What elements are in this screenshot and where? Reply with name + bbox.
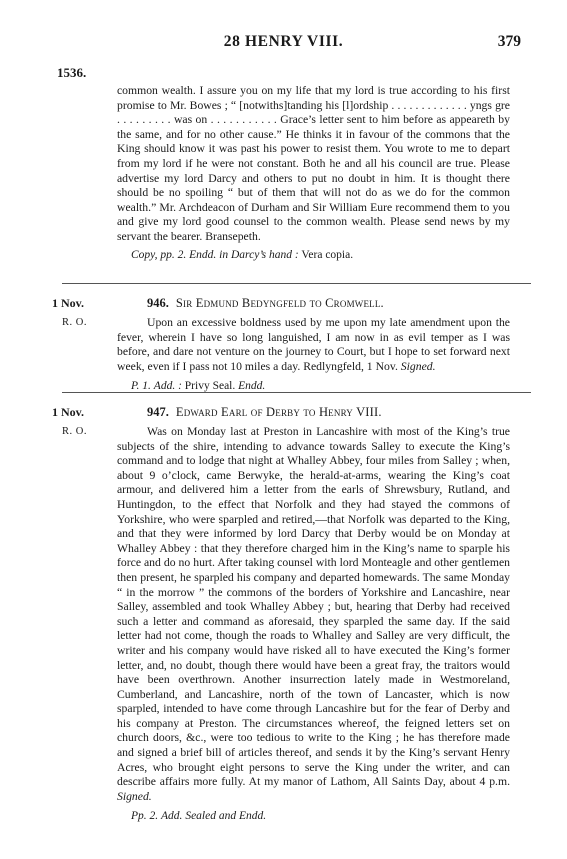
continuation-note-a: Copy, pp. 2. Endd. in Darcy’s hand : <box>131 248 299 261</box>
entry-note-c: Privy Seal. <box>184 380 236 393</box>
entry-text-body: Was on Monday last at Preston in Lancashire with most of the King’s true subjects of the shire, intending to advance towards Salley to execute the King’s command and to lodge that night at Whalley Abbey, four miles from Salley ; when, about 9 o’clock, came Berwyke, the herald-at-arms, wearing the King’s coat armour, and delivered him a letter from the earls of Shrewsbury, Rutland, and Huntingdon, to the effect that Norfolk and they had stayed the commons of Yorkshire, who were sparpled and retired,—that Norfolk was departed to the King, and that they were informed by lord Darcy that Derby would be on Monday at Whalley Abbey : that they therefore charged him in the King’s name to sparple his force and do no hurt. After taking counsel with lord Monteagle and other gentlemen then present, he sparpled his company and departed homewards. The same Monday “ in the morrow ” the commons of the borders of Yorkshire and Lancashire, near Salley, assembled and took Whalley Abbey ; but, hearing that Derby had received such a letter and command as aforesaid, they sparpled the same day. If the said letter had not come, though the roads to Whalley and Salley are very difficult, the writer and his company would have risked all to have executed the King’s former letter, and, no doubt, though there would have been a great fray, the traitors would have been overthrown. Another insurrection lately made in Westmoreland, Cumberland, and Lancashire, north of the town of Lancaster, which is now sparpled, intended to have come through Lancashire but for the fear of Derby and his company at Preston. The circumstances whereof, the feigned letters set on church doors, &c., were too tedious to write to the King ; he has therefore made and signed a brief bill of articles thereof, and sends it by the King’s servant Henry Acres, who brought eight persons to serve the King under the writer, and can describe affairs more fully. At my manor of Lathom, All Saints Day, about 4 p.m. <box>117 425 510 789</box>
entry-divider <box>62 283 531 284</box>
entry-note-d: Endd. <box>238 380 266 393</box>
continuation-entry <box>117 84 510 261</box>
entry-note-c: Sealed and Endd. <box>185 810 267 823</box>
entry-number: 946. <box>147 296 169 310</box>
entry-note-b: Add. <box>161 810 183 823</box>
continuation-endorsement <box>131 249 510 261</box>
entry-endorsement <box>131 380 510 392</box>
entry-947-body <box>117 425 510 822</box>
entry-note-a: Pp. 2. <box>131 810 159 823</box>
entry-endorsement <box>131 810 510 822</box>
entry-number: 947. <box>147 405 169 419</box>
entry-date: 1 Nov. <box>52 405 85 419</box>
entry-946 <box>147 296 510 311</box>
entry-title: Edward Earl of Derby to Henry VIII. <box>175 405 382 419</box>
continuation-note-b: Vera copia. <box>301 248 354 261</box>
page-number: 379 <box>497 33 521 50</box>
entry-text-body: Upon an excessive boldness used by me upon my late amendment upon the fever, wherein I have so long languished, I am now in as evil temper as I was before, and dare not venture on the journey to Court, but I hope to set forward next week, even if I pass not 10 miles a day. Redlyngfeld, 1 Nov. <box>117 316 510 373</box>
entry-note-b: Add. : <box>153 380 182 393</box>
entry-reference: R. O. <box>62 426 87 437</box>
entry-signed: Signed. <box>117 789 152 803</box>
running-header-title: 28 HENRY VIII. <box>223 33 344 50</box>
entry-date: 1 Nov. <box>52 296 85 310</box>
entry-reference: R. O. <box>62 317 87 328</box>
entry-heading <box>147 405 510 420</box>
entry-note-a: P. 1. <box>131 380 151 393</box>
margin-year: 1536. <box>57 65 87 80</box>
entry-946-body <box>117 316 510 392</box>
entry-heading <box>147 296 510 311</box>
entry-text <box>117 425 510 804</box>
continuation-text: common wealth. I assure you on my life that my lord is true according to his first promise to Mr. Bowes ; “ [notwiths]tanding his [l]ordship . . . . . . . . . . . . . yngs gre . . . . . . . . . was on . . . . . . . . . . . Grace’s letter sent to him before as appeareth by the same, and for no other cause.” He thinks it in favour of the commons that the King should know it was past his power to resist them. You wrote to me to depart from my lord if he were not constant. Both he and all his council are true. Please advertise my lord Darcy and others to put no doubt in him. It is thought there should be no spoiling “ but of them that will not do as we do for the common wealth.” Mr. Archdeacon of Durham and Sir William Eure recommend them to you and give my lord good counsel to the common wealth. Please send news by my servant the bearer. Bransepeth. <box>117 84 510 243</box>
entry-divider <box>62 392 531 393</box>
entry-signed: Signed. <box>400 359 436 373</box>
entry-947 <box>147 405 510 420</box>
entry-text <box>117 316 510 374</box>
entry-title: Sir Edmund Bedyngfeld to Cromwell. <box>175 296 384 310</box>
